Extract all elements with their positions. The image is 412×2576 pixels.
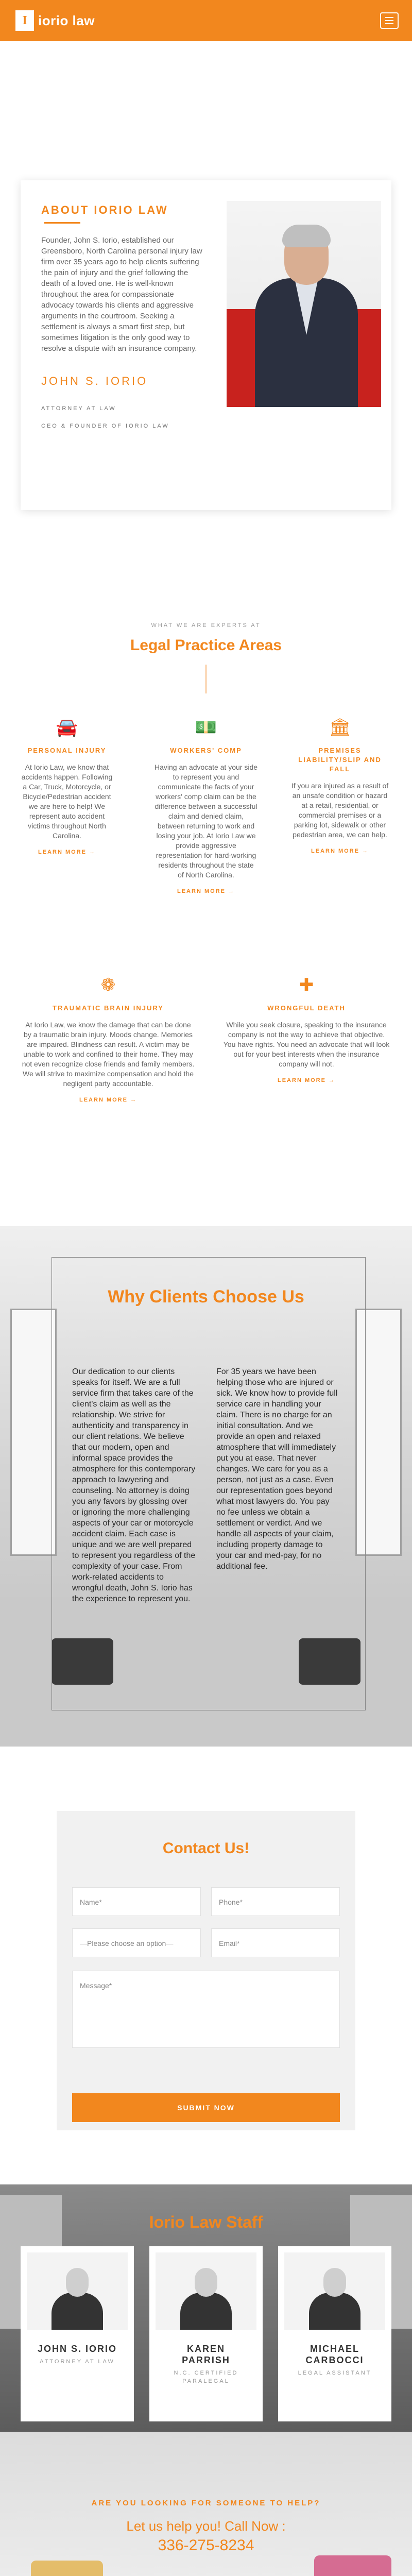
practice-area-card	[21, 716, 113, 855]
staff-role: ATTORNEY AT LAW	[40, 2359, 115, 2365]
staff-photo	[284, 2252, 385, 2330]
why-left-column: Our dedication to our clients speaks for itself. We are a full service firm that takes care of the client's claim as well as the relationship. We strive for authenticity and transparency in our client relations. We believe that our modern, open and informal space provides the atmosphere for this contemporary approach to lawyering and counseling. No attorney is doing you any favors by glossing over or ignoring the more challenging aspects of your car or motorcycle accident claim. Each case is unique and we are well prepared to represent you regardless of the complexity of your case. From work-related accidents to wrongful death, John S. Iorio has the experience to represent you.	[72, 1367, 196, 1603]
staff-body	[309, 2293, 360, 2330]
learn-more-link[interactable]: LEARN MORE →	[177, 888, 235, 894]
yellow-chair	[31, 2561, 103, 2576]
hamburger-menu-icon[interactable]	[380, 12, 399, 29]
medical-cross-icon: ✚	[299, 975, 314, 995]
practice-area-card	[154, 716, 258, 894]
practice-area-title: WRONGFUL DEATH	[267, 1004, 346, 1012]
practice-area-title: PERSONAL INJURY	[27, 747, 107, 754]
founder-photo	[227, 201, 381, 407]
car-icon: 🚘	[56, 718, 78, 737]
practice-areas-section	[0, 510, 412, 1226]
staff-photo	[27, 2252, 128, 2330]
learn-more-link[interactable]: LEARN MORE →	[311, 848, 369, 854]
staff-photo	[156, 2252, 256, 2330]
name-field[interactable]: Name*	[72, 1887, 201, 1916]
phone-field[interactable]: Phone*	[211, 1887, 340, 1916]
staff-head	[323, 2268, 346, 2297]
logo-text: iorio law	[38, 12, 95, 28]
learn-more-link[interactable]: LEARN MORE →	[38, 849, 96, 855]
why-title: Why Clients Choose Us	[108, 1287, 304, 1307]
why-choose-us-section	[0, 1226, 412, 1747]
hair	[282, 225, 331, 247]
window	[10, 1309, 57, 1556]
submit-button[interactable]: SUBMIT NOW	[72, 2093, 340, 2122]
staff-body	[180, 2293, 232, 2330]
cta-eyebrow: ARE YOU LOOKING FOR SOMEONE TO HELP?	[91, 2499, 321, 2507]
practice-area-card	[288, 716, 391, 854]
staff-name: KAREN PARRISH	[182, 2344, 230, 2365]
practice-area-title: WORKERS' COMP	[170, 747, 242, 754]
practice-area-text: At Iorio Law, we know the damage that can be done by a traumatic brain injury. Moods change. Memories are impaired. Blindness can result. A victim may be unable to work and confined to their home. They may not even recognize close friends and family members. We will strive to maximize compensation and hold the negligent party accountable.	[22, 1021, 195, 1088]
practice-title: Legal Practice Areas	[130, 637, 282, 654]
learn-more-link[interactable]: LEARN MORE →	[278, 1077, 335, 1083]
contact-title: Contact Us!	[162, 1840, 250, 1857]
brain-icon: ❁	[100, 975, 116, 995]
staff-body	[52, 2293, 103, 2330]
money-icon: 💵	[195, 718, 217, 737]
contact-section	[0, 1747, 412, 2184]
logo-mark: I	[15, 10, 34, 31]
site-logo[interactable]	[15, 10, 95, 31]
practice-eyebrow: WHAT WE ARE EXPERTS AT	[151, 622, 261, 629]
founder-role: ATTORNEY AT LAW	[41, 405, 116, 412]
site-header	[0, 0, 412, 41]
founder-title: CEO & FOUNDER OF IORIO LAW	[41, 423, 169, 429]
cta-phone-link[interactable]: 336-275-8234	[158, 2537, 254, 2554]
staff-head	[66, 2268, 89, 2297]
why-right-column: For 35 years we have been helping those who are injured or sick. We know how to provide full service care in handling your claim. There is no charge for an initial consultation. And we provide an open and relaxed atmosphere that will immediately put you at ease. That never changes. We care for you as a person, not just as a case. Even our representation goes beyond what most lawyers do. You pay no fee unless we obtain a settlement or verdict. And we handle all aspects of your claim, including property damage to your car and med-pay, for no additional fee.	[216, 1367, 338, 1571]
staff-role: LEGAL ASSISTANT	[298, 2370, 372, 2376]
menu-bar	[385, 20, 393, 21]
practice-area-title: PREMISES LIABILITY/SLIP AND FALL	[298, 747, 382, 773]
about-title-underline	[44, 222, 80, 224]
practice-area-text: At Iorio Law, we know that accidents happen. Following a Car, Truck, Motorcycle, or Bicycle/Pedestrian accident we are here to help! We represent auto accident victims throughout North Carolina.	[21, 763, 113, 840]
about-section	[21, 180, 391, 510]
staff-title: Iorio Law Staff	[149, 2213, 263, 2231]
courthouse-icon: 🏛	[329, 718, 351, 737]
staff-section	[0, 2184, 412, 2432]
about-body: Founder, John S. Iorio, established our Greensboro, North Carolina personal injury law firm over 35 years ago to help clients suffering the pain of injury and the grief following the death of a loved one. He is well-known throughout the area for compassionate advocacy towards his clients and aggressive arguments in the courtroom. Seeking a settlement is always a smart first step, but sometimes litigation is the only good way to resolve a dispute with an insurance company.	[41, 236, 202, 353]
practice-area-card	[21, 974, 196, 1103]
practice-area-title: TRAUMATIC BRAIN INJURY	[53, 1004, 164, 1012]
menu-bar	[385, 17, 393, 18]
case-type-select[interactable]: —Please choose an option—	[72, 1928, 201, 1957]
staff-head	[195, 2268, 217, 2297]
practice-area-text: While you seek closure, speaking to the insurance company is not the way to achieve that objective. You have rights. You need an advocate that will look out for your best interests when the insurance company will not.	[223, 1021, 390, 1068]
about-title: ABOUT IORIO LAW	[41, 204, 168, 216]
staff-card	[21, 2246, 134, 2421]
menu-bar	[385, 23, 393, 24]
call-to-action-section	[0, 2432, 412, 2576]
practice-divider	[205, 665, 207, 693]
founder-name: JOHN S. IORIO	[41, 375, 148, 387]
staff-name: MICHAEL CARBOCCI	[305, 2344, 364, 2365]
staff-name: JOHN S. IORIO	[37, 2344, 117, 2354]
contact-form	[57, 1811, 355, 2130]
staff-role: N.C. CERTIFIED PARALEGAL	[174, 2370, 238, 2384]
staff-card	[149, 2246, 263, 2421]
message-field[interactable]: Message*	[72, 1971, 340, 2048]
practice-area-text: If you are injured as a result of an unsafe condition or hazard at a retail, residential, or commercial premises or a parking lot, sidewalk or other pedestrian area, we can help.	[291, 782, 389, 839]
hero-banner	[0, 41, 412, 180]
email-field[interactable]: Email*	[211, 1928, 340, 1957]
staff-card	[278, 2246, 391, 2421]
practice-area-text: Having an advocate at your side to represent you and communicate the facts of your workers' comp claim can be the difference between a successful claim and denied claim, between returning to work and losing your job. At Iorio Law we provide aggressive representation for hard-working residents throughout the state of North Carolina.	[154, 763, 258, 879]
pink-chair	[314, 2555, 391, 2576]
learn-more-link[interactable]: LEARN MORE →	[79, 1097, 137, 1103]
about-text-column	[41, 204, 206, 429]
practice-area-card	[221, 974, 391, 1083]
cta-headline: Let us help you! Call Now :	[126, 2518, 286, 2534]
